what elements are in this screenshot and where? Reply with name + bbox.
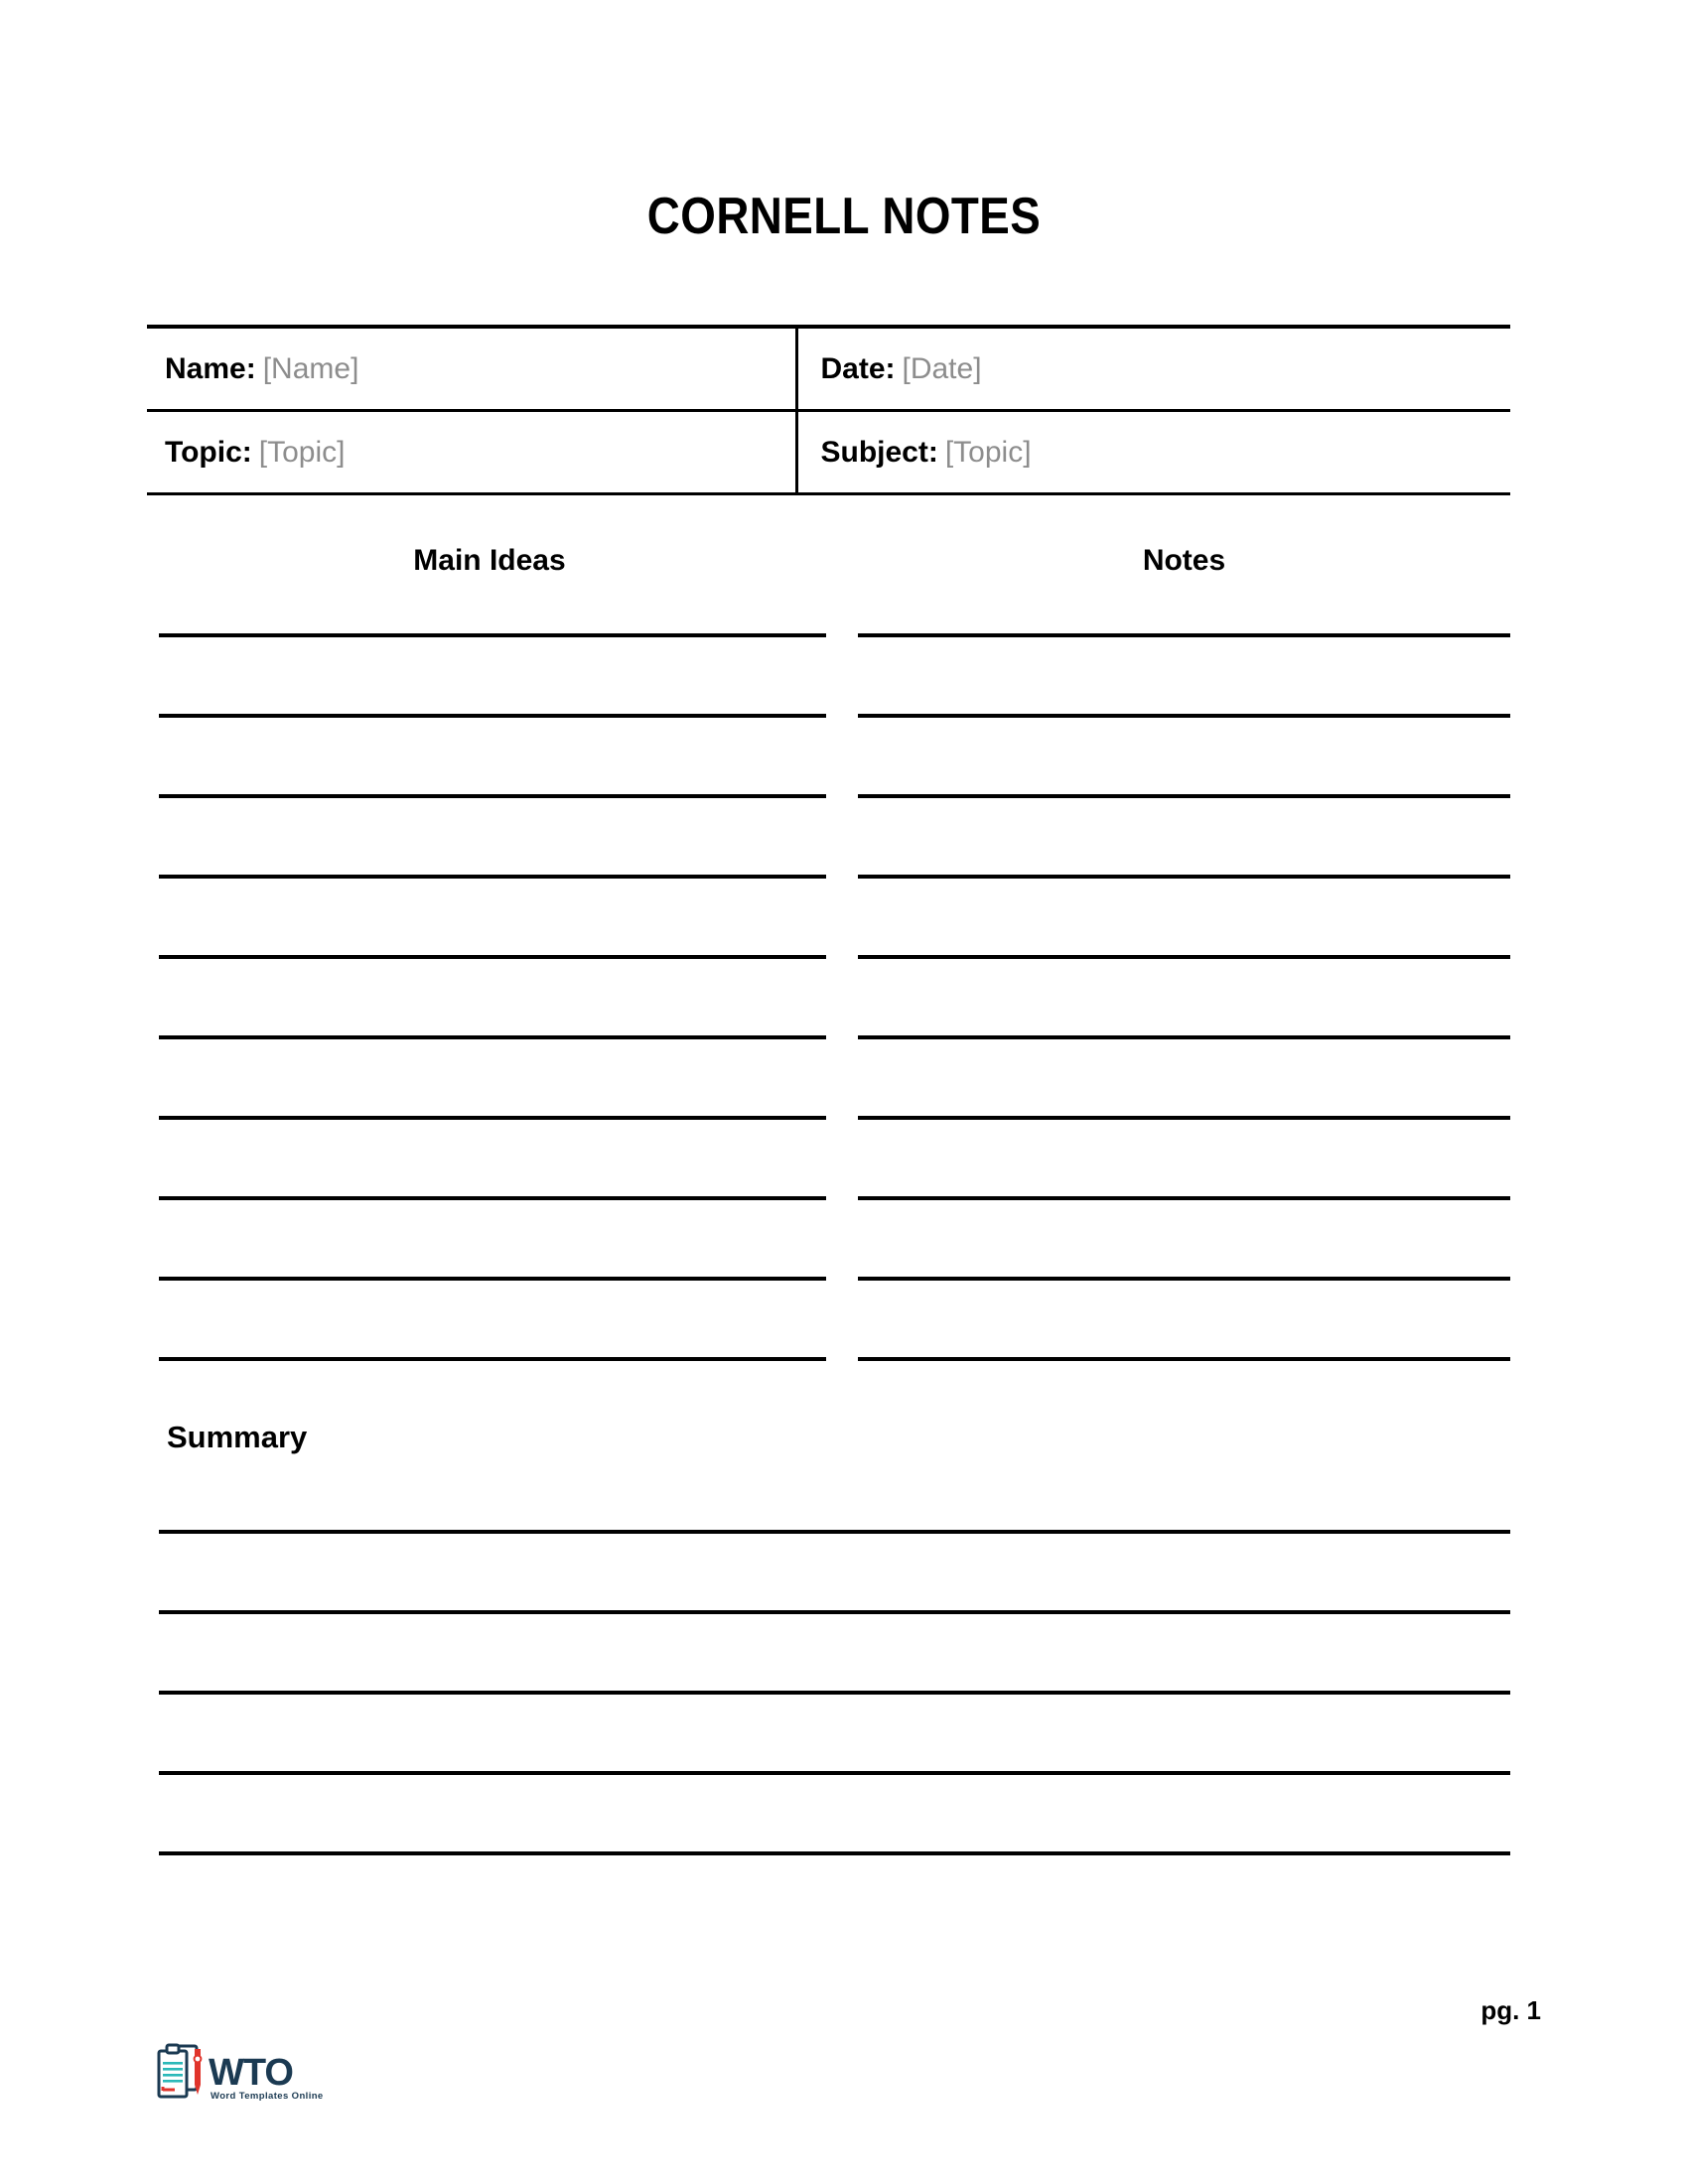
header-info-table xyxy=(147,325,1510,495)
main-ideas-line-5[interactable] xyxy=(159,955,826,959)
page-title: CORNELL NOTES xyxy=(646,188,1042,245)
notes-line-9[interactable] xyxy=(858,1277,1510,1281)
notes-line-8[interactable] xyxy=(858,1196,1510,1200)
notes-line-10[interactable] xyxy=(858,1357,1510,1361)
subject-label: Subject: xyxy=(820,435,938,469)
notes-header: Notes xyxy=(1142,544,1226,577)
main-ideas-line-1[interactable] xyxy=(159,633,826,637)
notes-line-2[interactable] xyxy=(858,714,1510,718)
svg-text:WTO: WTO xyxy=(209,2052,293,2094)
notes-line-6[interactable] xyxy=(858,1035,1510,1039)
main-ideas-line-6[interactable] xyxy=(159,1035,826,1039)
topic-field-value[interactable]: [Topic] xyxy=(258,435,346,469)
date-field-value[interactable]: [Date] xyxy=(902,351,982,385)
notes-line-1[interactable] xyxy=(858,633,1510,637)
notes-line-4[interactable] xyxy=(858,875,1510,879)
summary-line-4[interactable] xyxy=(159,1771,1510,1775)
wto-logo[interactable] xyxy=(149,2033,328,2124)
subject-cell[interactable] xyxy=(797,411,1510,494)
main-ideas-line-4[interactable] xyxy=(159,875,826,879)
notes-line-3[interactable] xyxy=(858,794,1510,798)
table-row xyxy=(147,327,1510,411)
notes-line-5[interactable] xyxy=(858,955,1510,959)
summary-line-5[interactable] xyxy=(159,1851,1510,1855)
main-ideas-line-9[interactable] xyxy=(159,1277,826,1281)
date-cell[interactable] xyxy=(797,327,1510,411)
svg-text:Word Templates Online: Word Templates Online xyxy=(211,2091,324,2102)
date-label: Date: xyxy=(820,351,896,385)
page-number: pg. 1 xyxy=(1480,1995,1541,2025)
subject-field-value[interactable]: [Topic] xyxy=(944,435,1032,469)
summary-line-3[interactable] xyxy=(159,1691,1510,1695)
summary-label: Summary xyxy=(167,1420,308,1454)
summary-line-1[interactable] xyxy=(159,1530,1510,1534)
main-ideas-line-2[interactable] xyxy=(159,714,826,718)
summary-line-2[interactable] xyxy=(159,1610,1510,1614)
topic-label: Topic: xyxy=(165,435,252,469)
notes-line-7[interactable] xyxy=(858,1116,1510,1120)
main-ideas-line-8[interactable] xyxy=(159,1196,826,1200)
table-row xyxy=(147,411,1510,494)
main-ideas-line-3[interactable] xyxy=(159,794,826,798)
main-ideas-header: Main Ideas xyxy=(413,544,566,577)
main-ideas-line-10[interactable] xyxy=(159,1357,826,1361)
name-field-value[interactable]: [Name] xyxy=(262,351,359,385)
name-label: Name: xyxy=(165,351,256,385)
name-cell[interactable] xyxy=(147,327,797,411)
topic-cell[interactable] xyxy=(147,411,797,494)
wto-clipboard-pen-logo xyxy=(149,2033,328,2124)
main-ideas-line-7[interactable] xyxy=(159,1116,826,1120)
